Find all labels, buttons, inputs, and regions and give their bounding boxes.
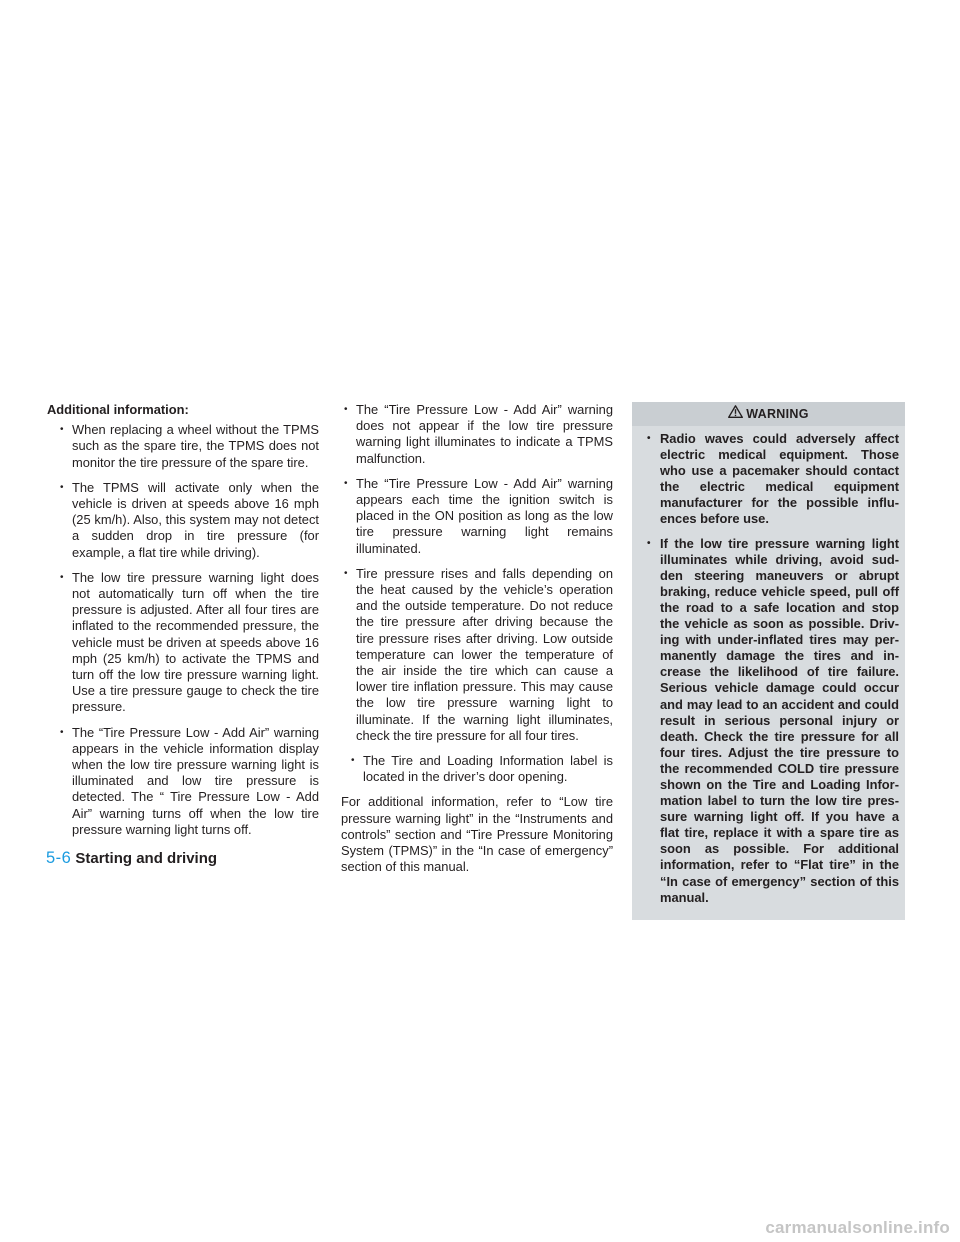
page-number: 5-6 <box>46 849 72 867</box>
additional-information-heading: Additional information: <box>47 402 189 417</box>
warning-list <box>639 431 899 906</box>
warning-item: • If the low tire pressure warning light illuminates while driving, avoid sudden steering maneuvers or abrupt braking, reduce vehicle speed, pull off the road to a safe location and stop the vehicle as soon as possible. Driving with under-inflated tires may permanently damage the tires and increase the likelihood of tire failure. Serious vehicle damage could occur and may lead to an accident and could result in serious personal injury or death. Check the tire pressure for all four tires. Adjust the tire pressure to the recommended COLD tire pressure shown on the Tire and Loading Information label to turn the low tire pressure warning light off. If you have a flat tire, replace it with a spare tire as soon as possible. For additional information, refer to “Flat tire” in the “In case of emergency” section of this manual. <box>639 536 899 906</box>
additional-information-list-continued <box>341 402 613 785</box>
list-item: • The “Tire Pressure Low - Add Air” warning does not appear if the low tire pressure warning light illuminates to indicate a TPMS malfunction. <box>341 402 613 467</box>
column-1 <box>47 402 319 847</box>
list-item: • The low tire pressure warning light does not automatically turn off when the tire pressure is adjusted. After all four tires are inflated to the recommended pressure, the vehicle must be driven at speeds above 16 mph (25 km/h) to activate the TPMS and turn off the low tire pressure warning light. Use a tire pressure gauge to check the tire pressure. <box>47 570 319 716</box>
section-title: Starting and driving <box>75 850 218 867</box>
list-item: • The TPMS will activate only when the vehicle is driven at speeds above 16 mph (25 km/h). Also, this system may not detect a sudden drop in tire pressure (for example, a flat tire while driving). <box>47 480 319 561</box>
warning-header <box>632 402 905 426</box>
list-item: • When replacing a wheel without the TPMS such as the spare tire, the TPMS does not monitor the tire pressure of the spare tire. <box>47 422 319 471</box>
warning-title: WARNING <box>746 406 809 421</box>
list-item: • The “Tire Pressure Low - Add Air” warning appears each time the ignition switch is placed in the ON position as long as the low tire pressure warning light remains illuminated. <box>341 476 613 557</box>
warning-triangle-icon <box>728 405 746 422</box>
warning-box <box>632 402 905 920</box>
reference-paragraph: For additional information, refer to “Low tire pressure warning light” in the “Instruments and controls” section and “Tire Pressure Monitoring System (TPMS)” in the “In case of emergency” section of this manual. <box>341 794 613 875</box>
page-footer <box>46 849 217 868</box>
warning-item: • Radio waves could adversely affect electric medical equipment. Those who use a pacemaker should contact the electric medical equipment manufacturer for the possible influences before use. <box>639 431 899 528</box>
watermark: carmanualsonline.info <box>765 1218 950 1237</box>
column-2 <box>341 402 613 875</box>
additional-information-list <box>47 422 319 838</box>
list-item: • Tire pressure rises and falls depending on the heat caused by the vehicle’s operation and the outside temperature. Do not reduce the tire pressure after driving because the tire pressure rises after driving. Low outside temperature can lower the temperature of the air inside the tire which can cause a lower tire inflation pressure. This may cause the low tire pressure warning light to illuminate. If the warning light illuminates, check the tire pressure for all four tires. <box>341 566 613 744</box>
list-item: • The Tire and Loading Information label is located in the driver’s door opening. <box>341 753 613 785</box>
list-item: • The “Tire Pressure Low - Add Air” warning appears in the vehicle information display when the low tire pressure warning light is illuminated and low tire pressure is detected. The “ Tire Pressure Low - Add Air” warning turns off when the low tire pressure warning light turns off. <box>47 725 319 838</box>
column-3 <box>632 402 905 920</box>
